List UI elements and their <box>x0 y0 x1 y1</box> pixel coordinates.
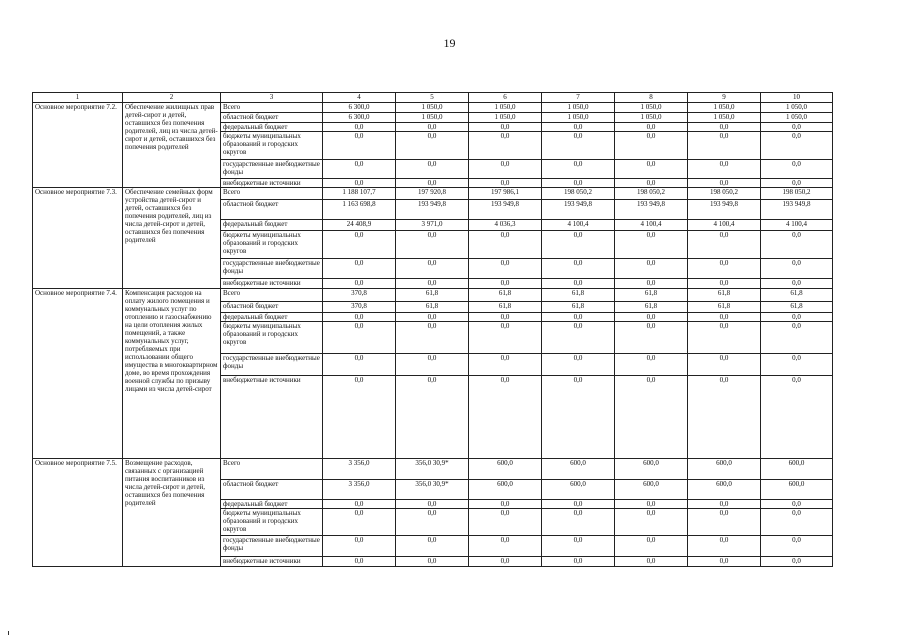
amount-cell: 1 050,0 <box>396 103 469 113</box>
amount-cell: 3 356,0 <box>323 459 396 480</box>
amount-cell: 0,0 <box>469 536 542 557</box>
amount-cell: 0,0 <box>688 160 761 179</box>
amount-cell: 0,0 <box>761 179 833 188</box>
amount-cell: 61,8 <box>542 289 615 302</box>
amount-cell: 0,0 <box>542 354 615 376</box>
amount-cell: 0,0 <box>542 313 615 322</box>
budget-table <box>32 92 833 567</box>
amount-cell: 61,8 <box>688 302 761 313</box>
amount-cell: 1 050,0 <box>469 113 542 123</box>
amount-cell: 61,8 <box>615 302 688 313</box>
column-number: 10 <box>761 93 833 103</box>
amount-cell: 6 300,0 <box>323 113 396 123</box>
table-row <box>33 188 833 200</box>
amount-cell: 0,0 <box>615 160 688 179</box>
amount-cell: 0,0 <box>396 376 469 459</box>
amount-cell: 193 949,8 <box>615 200 688 220</box>
amount-cell: 61,8 <box>396 302 469 313</box>
amount-cell: 0,0 <box>469 509 542 536</box>
amount-cell: 0,0 <box>323 536 396 557</box>
amount-cell: 0,0 <box>688 500 761 509</box>
amount-cell: 0,0 <box>761 231 833 259</box>
amount-cell: 0,0 <box>688 376 761 459</box>
amount-cell: 197 920,8 <box>396 188 469 200</box>
amount-cell: 0,0 <box>323 259 396 279</box>
funding-source: бюджеты муниципальных образований и городских округов <box>221 231 323 259</box>
column-number: 9 <box>688 93 761 103</box>
amount-cell: 1 050,0 <box>761 103 833 113</box>
amount-cell: 0,0 <box>396 123 469 132</box>
funding-source: государственные внебюджетные фонды <box>221 536 323 557</box>
amount-cell: 0,0 <box>396 536 469 557</box>
amount-cell: 1 050,0 <box>396 113 469 123</box>
amount-cell: 0,0 <box>323 231 396 259</box>
amount-cell: 1 050,0 <box>615 103 688 113</box>
amount-cell: 0,0 <box>688 313 761 322</box>
amount-cell: 0,0 <box>761 557 833 567</box>
scan-mark <box>8 631 9 635</box>
measure-name: Основное мероприятие 7.2. <box>33 103 123 188</box>
measure-description: Обеспечение жилищных прав детей-сирот и детей, оставшихся без попечения родителей, лиц из числа детей-сирот и детей, оставшихся без попечения родителей <box>123 103 221 188</box>
amount-cell: 61,8 <box>761 302 833 313</box>
funding-source: государственные внебюджетные фонды <box>221 160 323 179</box>
amount-cell: 600,0 <box>542 459 615 480</box>
amount-cell: 0,0 <box>542 132 615 160</box>
measure-name: Основное мероприятие 7.4. <box>33 289 123 459</box>
amount-cell: 0,0 <box>542 259 615 279</box>
column-number: 5 <box>396 93 469 103</box>
amount-cell: 0,0 <box>469 557 542 567</box>
amount-cell: 198 050,2 <box>761 188 833 200</box>
funding-source: федеральный бюджет <box>221 313 323 322</box>
amount-cell: 0,0 <box>615 179 688 188</box>
amount-cell: 0,0 <box>323 313 396 322</box>
amount-cell: 0,0 <box>688 536 761 557</box>
amount-cell: 61,8 <box>396 289 469 302</box>
column-number: 6 <box>469 93 542 103</box>
amount-cell: 0,0 <box>323 500 396 509</box>
amount-cell: 0,0 <box>469 354 542 376</box>
amount-cell: 0,0 <box>469 123 542 132</box>
amount-cell: 0,0 <box>542 500 615 509</box>
amount-cell: 0,0 <box>323 179 396 188</box>
funding-source: бюджеты муниципальных образований и городских округов <box>221 322 323 354</box>
amount-cell: 600,0 <box>688 480 761 500</box>
column-number: 4 <box>323 93 396 103</box>
amount-cell: 0,0 <box>542 160 615 179</box>
amount-cell: 0,0 <box>469 179 542 188</box>
measure-description: Возмещение расходов, связанных с организацией питания воспитанников из числа детей-сирот и детей, оставшихся без попечения родителей <box>123 459 221 567</box>
amount-cell: 0,0 <box>761 123 833 132</box>
amount-cell: 0,0 <box>396 259 469 279</box>
amount-cell: 4 100,4 <box>761 220 833 231</box>
amount-cell: 0,0 <box>396 160 469 179</box>
amount-cell: 600,0 <box>761 480 833 500</box>
amount-cell: 198 050,2 <box>688 188 761 200</box>
amount-cell: 0,0 <box>469 160 542 179</box>
amount-cell: 0,0 <box>396 509 469 536</box>
amount-cell: 1 050,0 <box>761 113 833 123</box>
amount-cell: 4 036,3 <box>469 220 542 231</box>
amount-cell: 0,0 <box>542 509 615 536</box>
amount-cell: 0,0 <box>469 313 542 322</box>
funding-source: Всего <box>221 103 323 113</box>
page-number: 19 <box>443 36 456 50</box>
amount-cell: 197 986,1 <box>469 188 542 200</box>
amount-cell: 0,0 <box>761 160 833 179</box>
column-number-row <box>33 93 833 103</box>
amount-cell: 0,0 <box>323 376 396 459</box>
amount-cell: 0,0 <box>688 132 761 160</box>
amount-cell: 0,0 <box>688 322 761 354</box>
amount-cell: 0,0 <box>761 354 833 376</box>
table-row <box>33 289 833 302</box>
funding-source: бюджеты муниципальных образований и городских округов <box>221 509 323 536</box>
measure-name: Основное мероприятие 7.3. <box>33 188 123 289</box>
amount-cell: 4 100,4 <box>688 220 761 231</box>
amount-cell: 193 949,8 <box>396 200 469 220</box>
amount-cell: 0,0 <box>615 354 688 376</box>
amount-cell: 193 949,8 <box>542 200 615 220</box>
amount-cell: 0,0 <box>542 279 615 289</box>
column-number: 1 <box>33 93 123 103</box>
amount-cell: 1 188 107,7 <box>323 188 396 200</box>
amount-cell: 0,0 <box>761 509 833 536</box>
amount-cell: 61,8 <box>761 289 833 302</box>
column-number: 7 <box>542 93 615 103</box>
amount-cell: 193 949,8 <box>688 200 761 220</box>
amount-cell: 0,0 <box>396 557 469 567</box>
amount-cell: 4 100,4 <box>615 220 688 231</box>
funding-source: внебюджетные источники <box>221 179 323 188</box>
amount-cell: 0,0 <box>615 322 688 354</box>
amount-cell: 0,0 <box>542 231 615 259</box>
amount-cell: 0,0 <box>542 322 615 354</box>
column-number: 2 <box>123 93 221 103</box>
amount-cell: 0,0 <box>469 259 542 279</box>
amount-cell: 0,0 <box>761 259 833 279</box>
amount-cell: 0,0 <box>542 376 615 459</box>
funding-source: областной бюджет <box>221 113 323 123</box>
amount-cell: 0,0 <box>323 509 396 536</box>
amount-cell: 0,0 <box>323 354 396 376</box>
funding-source: государственные внебюджетные фонды <box>221 259 323 279</box>
amount-cell: 0,0 <box>469 500 542 509</box>
amount-cell: 4 100,4 <box>542 220 615 231</box>
amount-cell: 0,0 <box>615 123 688 132</box>
amount-cell: 0,0 <box>323 132 396 160</box>
amount-cell: 370,8 <box>323 289 396 302</box>
measure-description: Обеспечение семейных форм устройства детей-сирот и детей, оставшихся без попечения родителей, лиц из числа детей-сирот и детей, оставшихся без попечения родителей <box>123 188 221 289</box>
amount-cell: 0,0 <box>761 536 833 557</box>
amount-cell: 0,0 <box>542 123 615 132</box>
amount-cell: 0,0 <box>615 557 688 567</box>
amount-cell: 0,0 <box>469 279 542 289</box>
amount-cell: 0,0 <box>323 557 396 567</box>
amount-cell: 0,0 <box>396 500 469 509</box>
amount-cell: 0,0 <box>615 509 688 536</box>
amount-cell: 0,0 <box>323 322 396 354</box>
amount-cell: 1 050,0 <box>469 103 542 113</box>
amount-cell: 0,0 <box>761 322 833 354</box>
funding-source: Всего <box>221 188 323 200</box>
amount-cell: 3 356,0 <box>323 480 396 500</box>
amount-cell: 0,0 <box>615 279 688 289</box>
amount-cell: 1 050,0 <box>688 113 761 123</box>
amount-cell: 0,0 <box>396 279 469 289</box>
amount-cell: 600,0 <box>688 459 761 480</box>
amount-cell: 0,0 <box>396 231 469 259</box>
amount-cell: 0,0 <box>615 259 688 279</box>
amount-cell: 370,8 <box>323 302 396 313</box>
amount-cell: 0,0 <box>469 322 542 354</box>
amount-cell: 0,0 <box>615 231 688 259</box>
amount-cell: 0,0 <box>323 123 396 132</box>
amount-cell: 3 971,0 <box>396 220 469 231</box>
amount-cell: 61,8 <box>542 302 615 313</box>
amount-cell: 0,0 <box>469 376 542 459</box>
amount-cell: 0,0 <box>761 500 833 509</box>
amount-cell: 0,0 <box>688 179 761 188</box>
funding-source: бюджеты муниципальных образований и городских округов <box>221 132 323 160</box>
amount-cell: 600,0 <box>615 459 688 480</box>
amount-cell: 61,8 <box>469 302 542 313</box>
amount-cell: 0,0 <box>688 557 761 567</box>
amount-cell: 0,0 <box>688 354 761 376</box>
table-row <box>33 103 833 113</box>
amount-cell: 600,0 <box>761 459 833 480</box>
amount-cell: 0,0 <box>469 132 542 160</box>
amount-cell: 24 408,9 <box>323 220 396 231</box>
amount-cell: 0,0 <box>396 132 469 160</box>
amount-cell: 356,0 30,9* <box>396 459 469 480</box>
amount-cell: 61,8 <box>469 289 542 302</box>
funding-source: внебюджетные источники <box>221 279 323 289</box>
amount-cell: 0,0 <box>688 231 761 259</box>
amount-cell: 0,0 <box>688 259 761 279</box>
amount-cell: 600,0 <box>469 480 542 500</box>
amount-cell: 0,0 <box>542 557 615 567</box>
amount-cell: 61,8 <box>615 289 688 302</box>
amount-cell: 198 050,2 <box>615 188 688 200</box>
funding-source: внебюджетные источники <box>221 376 323 459</box>
amount-cell: 0,0 <box>688 509 761 536</box>
funding-source: областной бюджет <box>221 480 323 500</box>
measure-description: Компенсация расходов на оплату жилого помещения и коммунальных услуг по отоплению и газоснабжению на цели отопления жилых помещений, а также коммунальных услуг, потребляемых при использовании общего имущества в многоквартирном доме, во время прохождения военной службы по призыву лицами из числа детей-сирот <box>123 289 221 459</box>
amount-cell: 600,0 <box>542 480 615 500</box>
amount-cell: 0,0 <box>761 313 833 322</box>
amount-cell: 0,0 <box>396 313 469 322</box>
amount-cell: 0,0 <box>396 354 469 376</box>
column-number: 3 <box>221 93 323 103</box>
amount-cell: 0,0 <box>396 322 469 354</box>
funding-source: областной бюджет <box>221 200 323 220</box>
amount-cell: 0,0 <box>761 376 833 459</box>
amount-cell: 1 050,0 <box>615 113 688 123</box>
measure-name: Основное мероприятие 7.5. <box>33 459 123 567</box>
amount-cell: 0,0 <box>688 279 761 289</box>
amount-cell: 1 050,0 <box>542 103 615 113</box>
amount-cell: 0,0 <box>469 231 542 259</box>
amount-cell: 0,0 <box>542 179 615 188</box>
amount-cell: 0,0 <box>688 123 761 132</box>
amount-cell: 0,0 <box>396 179 469 188</box>
amount-cell: 198 050,2 <box>542 188 615 200</box>
amount-cell: 61,8 <box>688 289 761 302</box>
amount-cell: 1 163 698,8 <box>323 200 396 220</box>
amount-cell: 0,0 <box>615 536 688 557</box>
funding-source: федеральный бюджет <box>221 500 323 509</box>
amount-cell: 0,0 <box>542 536 615 557</box>
funding-source: Всего <box>221 289 323 302</box>
amount-cell: 1 050,0 <box>542 113 615 123</box>
funding-source: федеральный бюджет <box>221 123 323 132</box>
amount-cell: 0,0 <box>761 132 833 160</box>
amount-cell: 1 050,0 <box>688 103 761 113</box>
amount-cell: 0,0 <box>323 279 396 289</box>
amount-cell: 193 949,8 <box>761 200 833 220</box>
amount-cell: 0,0 <box>615 500 688 509</box>
amount-cell: 0,0 <box>615 376 688 459</box>
amount-cell: 6 300,0 <box>323 103 396 113</box>
funding-source: областной бюджет <box>221 302 323 313</box>
amount-cell: 356,0 30,9* <box>396 480 469 500</box>
amount-cell: 600,0 <box>469 459 542 480</box>
amount-cell: 0,0 <box>323 160 396 179</box>
amount-cell: 0,0 <box>615 313 688 322</box>
amount-cell: 0,0 <box>761 279 833 289</box>
funding-source: государственные внебюджетные фонды <box>221 354 323 376</box>
amount-cell: 600,0 <box>615 480 688 500</box>
funding-source: федеральный бюджет <box>221 220 323 231</box>
table-row <box>33 459 833 480</box>
column-number: 8 <box>615 93 688 103</box>
funding-source: внебюджетные источники <box>221 557 323 567</box>
amount-cell: 193 949,8 <box>469 200 542 220</box>
funding-source: Всего <box>221 459 323 480</box>
amount-cell: 0,0 <box>615 132 688 160</box>
